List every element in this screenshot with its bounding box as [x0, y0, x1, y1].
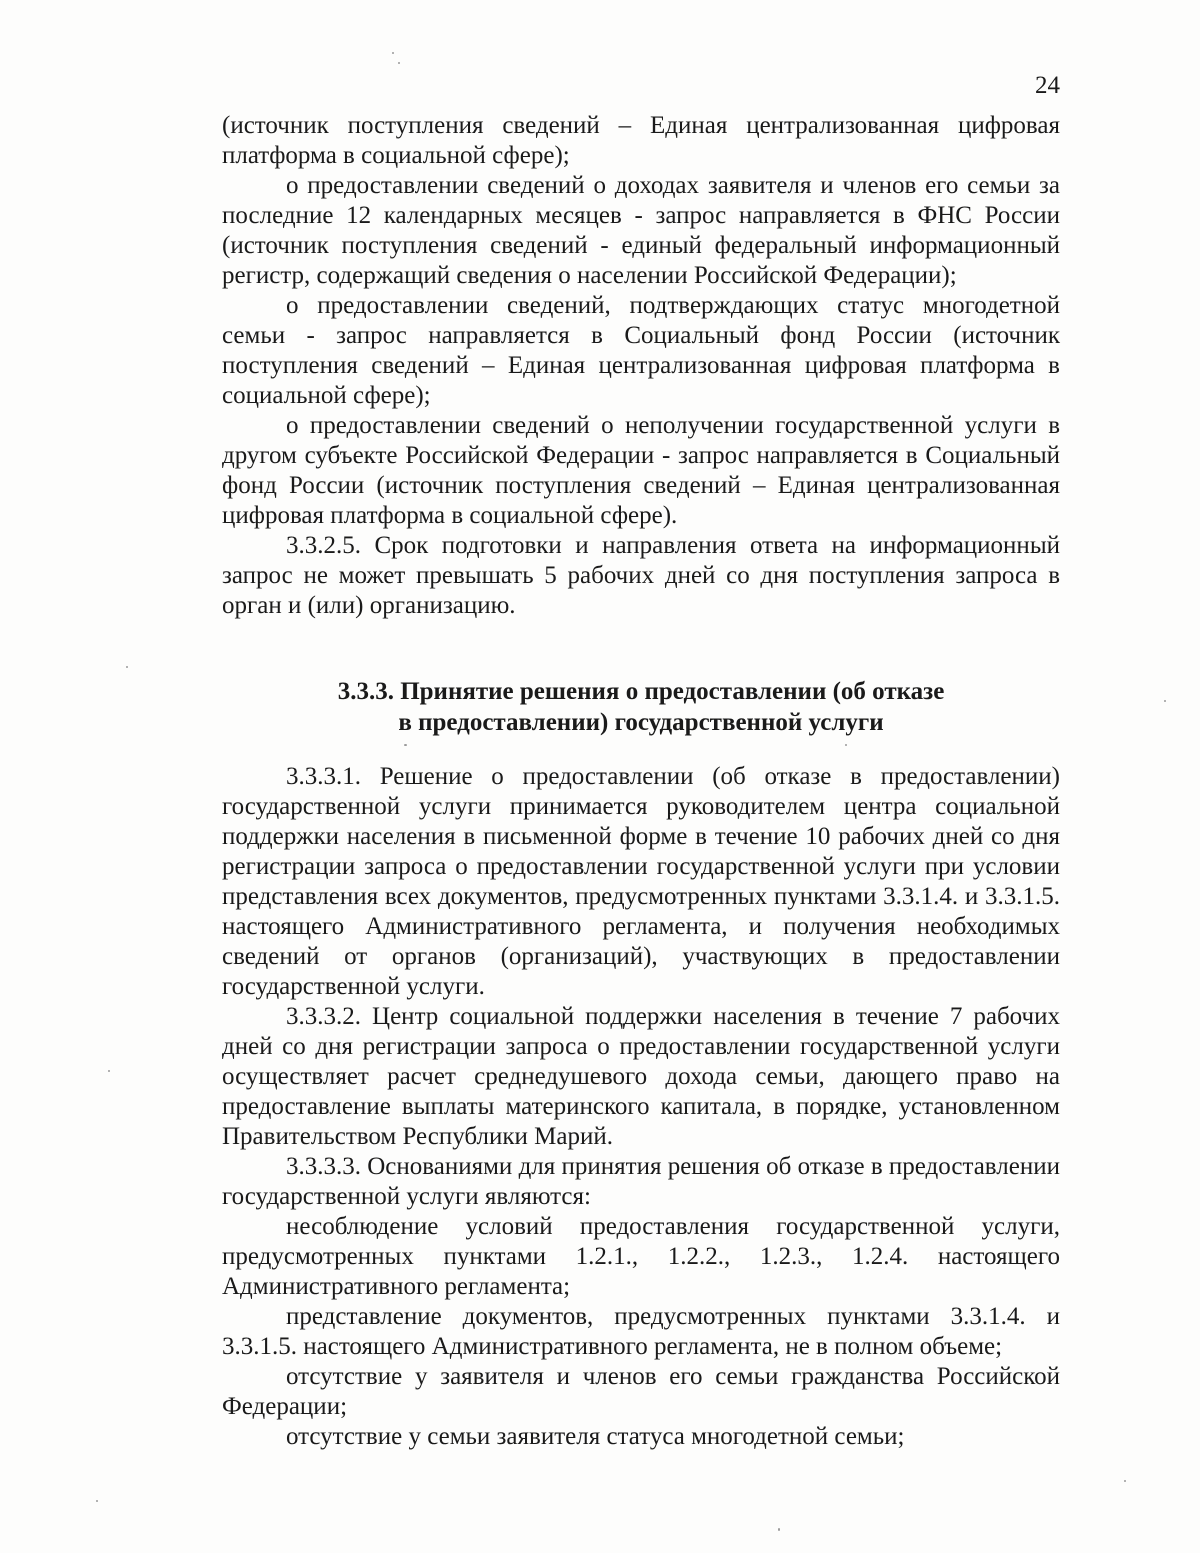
scan-speck — [126, 666, 128, 668]
paragraph: о предоставлении сведений о доходах заявителя и членов его семьи за последние 12 календарных месяцев - запрос направляется в ФНС России (источник поступления сведений - единый федеральный информационный регистр, содержащий сведения о населении Российской Федерации); — [222, 172, 1060, 289]
paragraph: представление документов, предусмотренных пунктами 3.3.1.4. и 3.3.1.5. настоящего Административного регламента, не в полном объеме; — [222, 1303, 1060, 1360]
section-heading-line: 3.3.3. Принятие решения о предоставлении (об отказе — [337, 678, 945, 705]
paragraph: 3.3.3.3. Основаниями для принятия решения об отказе в предоставлении государственной услуги являются: — [222, 1153, 1060, 1210]
page-number: 24 — [1035, 72, 1060, 99]
scan-speck — [845, 744, 847, 746]
paragraph: о предоставлении сведений о неполучении государственной услуги в другом субъекте Российской Федерации - запрос направляется в Социальный фонд России (источник поступления сведений – Единая централизованная цифровая платформа в социальной сфере). — [222, 412, 1060, 529]
paragraph: 3.3.3.1. Решение о предоставлении (об отказе в предоставлении) государственной услуги принимается руководителем центра социальной поддержки населения в письменной форме в течение 10 рабочих дней со дня регистрации запроса о предоставлении государственной услуги при условии представления всех документов, предусмотренных пунктами 3.3.1.4. и 3.3.1.5. настоящего Административного регламента, и получения необходимых сведений от органов (организаций), участвующих в предоставлении государственной услуги. — [222, 763, 1060, 1000]
scan-speck — [392, 52, 394, 54]
scan-speck — [398, 62, 400, 64]
scan-speck — [108, 1070, 110, 1072]
text-block-bottom — [222, 762, 1060, 1452]
paragraph: 3.3.3.2. Центр социальной поддержки населения в течение 7 рабочих дней со дня регистрации запроса о предоставлении государственной услуги осуществляет расчет среднедушевого дохода семьи, дающего право на предоставление выплаты материнского капитала, в порядке, установленном Правительством Республики Марий. — [222, 1003, 1060, 1150]
scan-speck — [778, 1528, 780, 1531]
scan-speck — [1124, 1480, 1126, 1482]
scan-speck — [404, 744, 407, 746]
paragraph: несоблюдение условий предоставления государственной услуги, предусмотренных пунктами 1.2.1., 1.2.2., 1.2.3., 1.2.4. настоящего Административного регламента; — [222, 1213, 1060, 1300]
section-heading — [222, 676, 1060, 738]
text-block-top — [222, 111, 1060, 621]
paragraph: отсутствие у семьи заявителя статуса многодетной семьи; — [286, 1423, 905, 1450]
section-heading-line: в предоставлении) государственной услуги — [398, 709, 884, 736]
paragraph: 3.3.2.5. Срок подготовки и направления ответа на информационный запрос не может превышать 5 рабочих дней со дня поступления запроса в орган и (или) организацию. — [222, 532, 1060, 619]
scan-speck — [96, 1500, 98, 1502]
paragraph: отсутствие у заявителя и членов его семьи гражданства Российской Федерации; — [222, 1363, 1060, 1420]
scan-speck — [1164, 700, 1166, 702]
paragraph: о предоставлении сведений, подтверждающих статус многодетной семьи - запрос направляется в Социальный фонд России (источник поступления сведений – Единая централизованная цифровая платформа в социальной сфере); — [222, 292, 1060, 409]
paragraph: (источник поступления сведений – Единая централизованная цифровая платформа в социальной сфере); — [222, 112, 1060, 169]
